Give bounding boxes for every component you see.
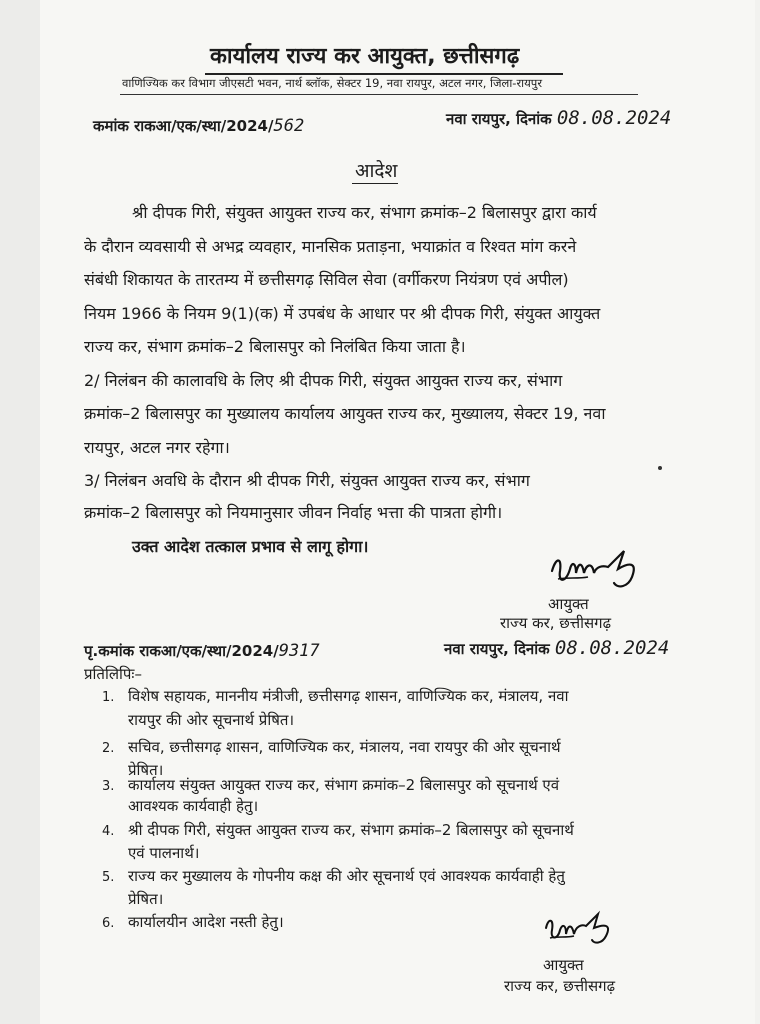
endorsement-number: 9317	[278, 641, 320, 661]
para1-line1: श्री दीपक गिरी, संयुक्त आयुक्त राज्य कर, संभाग क्रमांक–2 बिलासपुर द्वारा कार्य	[132, 203, 597, 222]
copy-item-3-line2: आवश्यक कार्यवाही हेतु।	[128, 797, 259, 815]
effective-clause: उक्त आदेश तत्काल प्रभाव से लागू होगा।	[132, 537, 369, 556]
order-heading-underline	[352, 183, 398, 184]
copy-item-1-line1: 1. विशेष सहायक, माननीय मंत्रीजी, छत्तीसगढ़ शासन, वाणिज्यिक कर, मंत्रालय, नवा	[102, 687, 569, 705]
para1-line4: नियम 1966 के नियम 9(1)(क) में उपबंध के आधार पर श्री दीपक गिरी, संयुक्त आयुक्त	[84, 304, 601, 323]
date-prefix: नवा रायपुर, दिनांक	[446, 110, 552, 128]
office-address: वाणिज्यिक कर विभाग जीएसटी भवन, नार्थ ब्लॉक, सेक्टर 19, नवा रायपुर, अटल नगर, जिला-रायपुर	[122, 76, 543, 90]
endorsement-date: 08.08.2024	[554, 637, 670, 659]
signatory-designation-2: आयुक्त	[543, 956, 584, 974]
ink-mark	[658, 466, 662, 470]
order-heading: आदेश	[355, 160, 398, 182]
para2-line1: 2/ निलंबन की कालावधि के लिए श्री दीपक गिरी, संयुक्त आयुक्त राज्य कर, संभाग	[84, 371, 563, 390]
signatory-office-2: राज्य कर, छत्तीसगढ़	[504, 977, 616, 995]
copy-item-6-line1: 6. कार्यालयीन आदेश नस्ती हेतु।	[102, 913, 284, 931]
address-underline	[120, 94, 638, 95]
copy-item-3-line1: 3. कार्यालय संयुक्त आयुक्त राज्य कर, संभाग क्रमांक–2 बिलासपुर को सूचनार्थ एवं	[102, 776, 560, 794]
para1-line2: के दौरान व्यवसायी से अभद्र व्यवहार, मानसिक प्रताड़ना, भयाक्रांत व रिश्वत मांग करने	[84, 237, 577, 256]
copy-item-2-line2: प्रेषित।	[128, 761, 164, 779]
reference-prefix: कमांक राकआ/एक/स्था/2024/	[93, 117, 274, 135]
para1-line5: राज्य कर, संभाग क्रमांक–2 बिलासपुर को निलंबित किया जाता है।	[84, 337, 466, 356]
signature-mark-2	[542, 908, 622, 952]
para2-line3: रायपुर, अटल नगर रहेगा।	[84, 438, 230, 457]
copy-label: प्रतिलिपिः–	[84, 665, 142, 683]
reference-number: 562	[273, 116, 305, 136]
para3-line2: क्रमांक–2 बिलासपुर को नियमानुसार जीवन निर्वाह भत्ता की पात्रता होगी।	[84, 503, 503, 522]
copy-item-5-line1: 5. राज्य कर मुख्यालय के गोपनीय कक्ष की ओर सूचनार्थ एवं आवश्यक कार्यवाही हेतु	[102, 867, 565, 885]
endorsement-reference	[84, 641, 320, 661]
endorsement-date-line	[444, 637, 669, 659]
para2-line2: क्रमांक–2 बिलासपुर का मुख्यालय कार्यालय आयुक्त राज्य कर, मुख्यालय, सेक्टर 19, नवा	[84, 404, 606, 423]
signatory-office: राज्य कर, छत्तीसगढ़	[500, 614, 612, 632]
signatory-designation: आयुक्त	[548, 595, 589, 613]
page-margin	[0, 0, 40, 1024]
office-title: कार्यालय राज्य कर आयुक्त, छत्तीसगढ़	[210, 44, 520, 69]
endorsement-prefix: पृ.कमांक राकआ/एक/स्था/2024/	[84, 642, 279, 660]
order-date-line	[446, 107, 671, 129]
copy-item-2-line1: 2. सचिव, छत्तीसगढ़ शासन, वाणिज्यिक कर, मंत्रालय, नवा रायपुर की ओर सूचनार्थ	[102, 738, 561, 756]
copy-item-1-line2: रायपुर की ओर सूचनार्थ प्रेषित।	[128, 711, 295, 729]
title-underline	[205, 73, 563, 75]
order-date: 08.08.2024	[556, 107, 672, 129]
endorsement-date-prefix: नवा रायपुर, दिनांक	[444, 640, 550, 658]
copy-item-4-line1: 4. श्री दीपक गिरी, संयुक्त आयुक्त राज्य कर, संभाग क्रमांक–2 बिलासपुर को सूचनार्थ	[102, 821, 574, 839]
para3-line1: 3/ निलंबन अवधि के दौरान श्री दीपक गिरी, संयुक्त आयुक्त राज्य कर, संभाग	[84, 471, 530, 490]
para1-line3: संबंधी शिकायत के तारतम्य में छत्तीसगढ़ सिविल सेवा (वर्गीकरण नियंत्रण एवं अपील)	[84, 270, 569, 289]
copy-item-5-line2: प्रेषित।	[128, 890, 164, 908]
order-reference	[93, 116, 304, 136]
signature-mark	[548, 543, 658, 595]
copy-item-4-line2: एवं पालनार्थ।	[128, 844, 200, 862]
